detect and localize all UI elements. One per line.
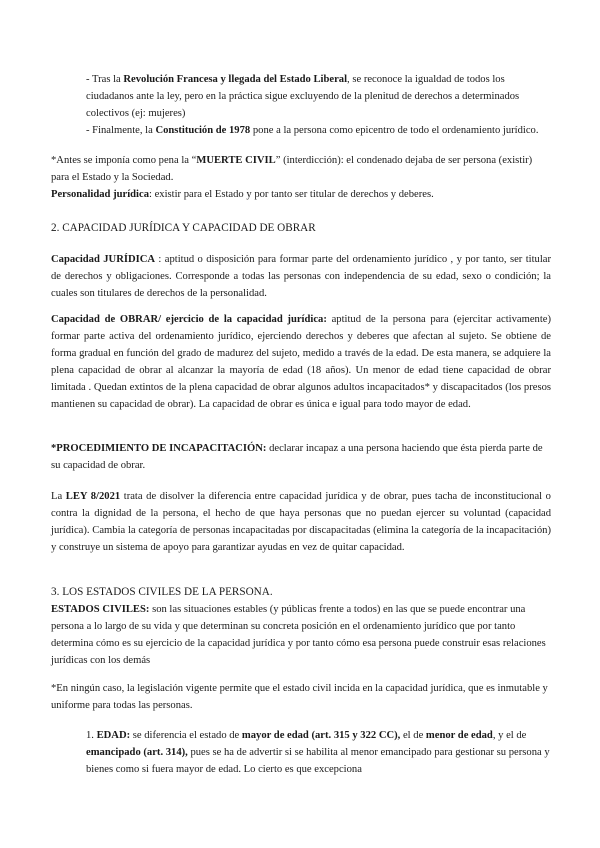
- bullet-constitucion: - Finalmente, la Constitución de 1978 pone a la persona como epicentro de todo el ordenamiento jurídico.: [86, 125, 539, 136]
- bullet-revolucion: - Tras la Revolución Francesa y llegada del Estado Liberal, se reconoce la igualdad de todos los ciudadanos ante la ley, pero en la práctica sigue excluyendo de la plenitud de derechos a determinados colectivos (ej: mujeres): [86, 74, 520, 119]
- procedimiento-incapacitacion: *PROCEDIMIENTO DE INCAPACITACIÓN: declarar incapaz a una persona haciendo que ésta pierda parte de su capacidad de obrar.: [51, 443, 543, 471]
- section-3-heading: 3. LOS ESTADOS CIVILES DE LA PERSONA.: [51, 586, 273, 598]
- edad-paragraph: 1. EDAD: se diferencia el estado de mayor de edad (art. 315 y 322 CC), el de menor de edad, y el de emancipado (art. 314), pues se ha de advertir si se habilita al menor emancipado para gestionar su persona y bienes como si fuera mayor de edad. Lo cierto es que excepciona: [86, 730, 550, 775]
- note-muerte-civil: *Antes se imponía como pena la “MUERTE CIVIL” (interdicción): el condenado dejaba de ser persona (existir) para el Estado y la Sociedad.: [51, 155, 533, 183]
- section-2-heading: 2. CAPACIDAD JURÍDICA Y CAPACIDAD DE OBRAR: [51, 222, 316, 234]
- capacidad-juridica-paragraph: Capacidad JURÍDICA : aptitud o disposición para formar parte del ordenamiento jurídico , y por tanto, ser titular de derechos y obligaciones. Corresponde a todas las personas con independencia de su edad, sexo o condición; la cuales son titulares de derechos de la personalidad.: [51, 254, 551, 299]
- note-estado-civil: *En ningún caso, la legislación vigente permite que el estado civil incida en la capacidad jurídica, que es inmutable y uniforme para todas las personas.: [51, 683, 548, 711]
- capacidad-obrar-paragraph: Capacidad de OBRAR/ ejercicio de la capacidad jurídica: aptitud de la persona para (ejercitar activamente) formar parte activa del ordenamiento jurídico, ejerciendo derechos y deberes que afectan al sujeto. Se obtiene de forma gradual en función del grado de madurez del sujeto, medido a través de la edad. De esta manera, se adquiere la plena capacidad de obrar al alcanzar la mayoría de edad (18 años). Un menor de edad tiene capacidad de obrar limitada . Quedan extintos de la plena capacidad de obrar algunos adultos incapacitados* y discapacitados (los presos mantienen su capacidad de obrar). La capacidad de obrar es única e igual para todo mayor de edad.: [51, 314, 552, 410]
- personalidad-juridica: Personalidad jurídica: existir para el Estado y por tanto ser titular de derechos y deberes.: [51, 189, 434, 200]
- ley-8-2021-paragraph: La LEY 8/2021 trata de disolver la diferencia entre capacidad jurídica y de obrar, pues tacha de inconstitucional o contra la dignidad de la persona, el hecho de que haya personas que no puedan ejercer su voluntad (capacidad jurídica). Cambia la categoría de personas incapacitadas por discapacitadas (elimina la categoría de la incapacitación) y construye un sistema de apoyo para garantizar ayudas en vez de quitar capacidad.: [51, 491, 551, 553]
- estados-civiles-paragraph: ESTADOS CIVILES: son las situaciones estables (y públicas frente a todos) en las que se puede encontrar una persona a lo largo de su vida y que determinan su concreta posición en el ordenamiento jurídico que por tanto determina cómo es su ejercicio de la capacidad jurídica y por tanto cómo esa persona puede construir esas relaciones jurídicas con los demás: [51, 604, 546, 666]
